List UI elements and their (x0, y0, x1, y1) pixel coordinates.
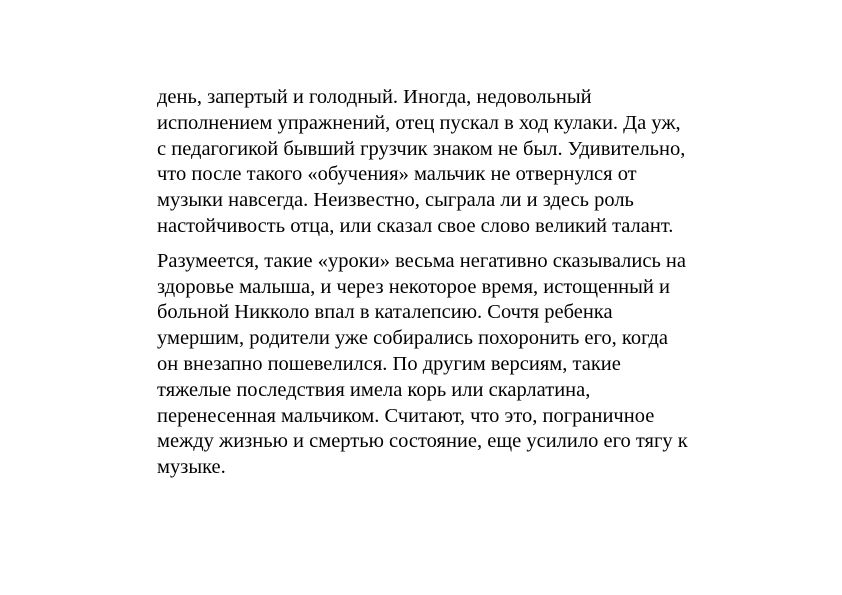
text-line: умершим, родители уже собирались похоронить его, когда (157, 327, 669, 350)
text-line: музыки навсегда. Неизвестно, сыграла ли и здесь роль (157, 189, 634, 212)
text-line: он внезапно пошевелился. По другим версиям, такие (157, 352, 621, 375)
text-line: Разумеется, такие «уроки» весьма негативно сказывались на (157, 249, 686, 272)
text-line: между жизнью и смертью состояние, еще усилило его тягу к (157, 430, 688, 453)
text-line: исполнением упражнений, отец пускал в ход кулаки. Да уж, (157, 111, 681, 134)
text-line: настойчивость отца, или сказал свое слово великий талант. (157, 214, 674, 237)
text-line: музыке. (157, 456, 226, 479)
text-line: с педагогикой бывший грузчик знаком не был. Удивительно, (157, 137, 686, 160)
text-line: что после такого «обучения» мальчик не отвернулся от (157, 163, 637, 186)
text-line: здоровье малыша, и через некоторое время, истощенный и (157, 275, 670, 298)
text-line: перенесенная мальчиком. Считают, что это, пограничное (157, 404, 655, 427)
paragraph-1 (157, 85, 737, 240)
paragraph-2 (157, 249, 737, 481)
text-line: больной Никколо впал в каталепсию. Сочтя ребенка (157, 301, 613, 324)
text-line: тяжелые последствия имела корь или скарлатина, (157, 378, 591, 401)
text-line: день, запертый и голодный. Иногда, недовольный (157, 86, 592, 108)
text-body (157, 85, 737, 481)
